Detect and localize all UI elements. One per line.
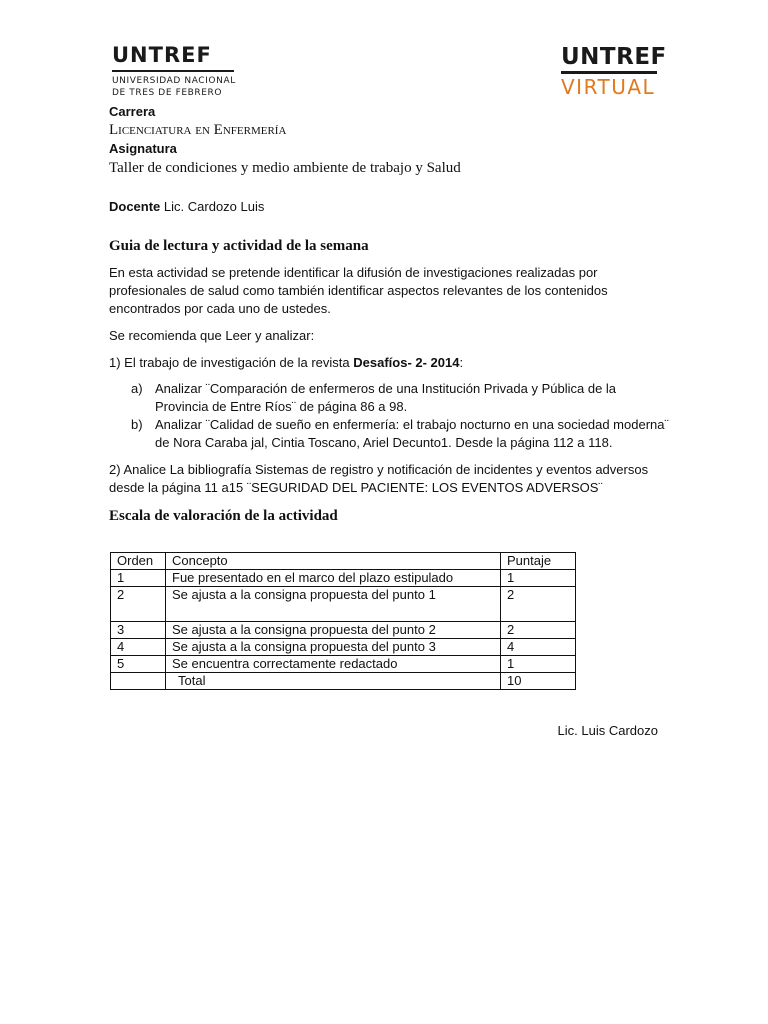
- untref-logo: [112, 44, 236, 99]
- logo-rule: [112, 70, 234, 72]
- carrera-value: Licenciatura en Enfermería: [109, 122, 287, 138]
- table-cell: Se ajusta a la consigna propuesta del punto 2: [166, 622, 501, 639]
- list-item: [109, 380, 669, 416]
- table-cell: 2: [111, 587, 166, 622]
- guide-item-2: 2) Analice La bibliografía Sistemas de registro y notificación de incidentes y eventos adversos desde la página 11 a15 ¨SEGURIDAD DEL PACIENTE: LOS EVENTOS ADVERSOS¨: [109, 462, 649, 495]
- guide-item-1-prefix: 1) El trabajo de investigación de la revista: [109, 355, 354, 370]
- asignatura-value: Taller de condiciones y medio ambiente de trabajo y Salud: [109, 160, 461, 176]
- untref-virtual-logo: [561, 44, 667, 99]
- table-cell: Se ajusta a la consigna propuesta del punto 3: [166, 639, 501, 656]
- list-marker: b): [131, 417, 143, 432]
- table-row: [111, 622, 576, 639]
- table-cell: 4: [501, 639, 576, 656]
- logo-virtual-rule: [561, 71, 657, 74]
- table-header-cell: Orden: [111, 553, 166, 570]
- guide-item-1: [109, 354, 669, 372]
- list-item-text: Analizar ¨Calidad de sueño en enfermería: el trabajo nocturno en una sociedad moderna¨ de Nora Caraba jal, Cintia Toscano, Ariel Decunto1. Desde la página 112 a 118.: [155, 417, 669, 450]
- scale-table: [110, 552, 576, 690]
- guide-subitems: [109, 380, 669, 452]
- table-cell: 1: [501, 570, 576, 587]
- guide-intro: En esta actividad se pretende identificar la difusión de investigaciones realizadas por profesionales de salud como también identificar aspectos relevantes de los contenidos encontrados por cada uno de ustedes.: [109, 265, 608, 316]
- docente-label: Docente: [109, 199, 161, 214]
- guide-item-1-suffix: :: [459, 355, 464, 370]
- table-total-label: [166, 673, 501, 690]
- total-label: Total: [178, 673, 206, 688]
- signature: Lic. Luis Cardozo: [557, 723, 658, 738]
- table-row: [111, 656, 576, 673]
- document-body: [109, 103, 669, 526]
- table-header-row: [111, 553, 576, 570]
- table-header-cell: Concepto: [166, 553, 501, 570]
- table-row: [111, 587, 576, 622]
- logo-brand: UNTREF: [112, 43, 212, 67]
- docente-value: Lic. Cardozo Luis: [163, 199, 265, 214]
- table-cell: 3: [111, 622, 166, 639]
- table-cell: 5: [111, 656, 166, 673]
- table-total-value: 10: [501, 673, 576, 690]
- guide-title: Guia de lectura y actividad de la semana: [109, 238, 369, 254]
- table-total-row: [111, 673, 576, 690]
- logo-virtual-brand: UNTREF: [561, 44, 667, 70]
- table-header-cell: Puntaje: [501, 553, 576, 570]
- table-cell: 1: [111, 570, 166, 587]
- table-cell: [111, 673, 166, 690]
- logo-line-1: UNIVERSIDAD NACIONAL: [112, 76, 236, 86]
- logo-virtual-sub: VIRTUAL: [561, 75, 656, 99]
- table-row: [111, 570, 576, 587]
- list-marker: a): [131, 381, 143, 396]
- table-cell: 2: [501, 587, 576, 622]
- table-cell: 1: [501, 656, 576, 673]
- list-item: [109, 416, 669, 452]
- docente-line: [109, 198, 669, 216]
- table-cell: Se encuentra correctamente redactado: [166, 656, 501, 673]
- table-cell: 4: [111, 639, 166, 656]
- scale-title: Escala de valoración de la actividad: [109, 508, 338, 524]
- table-row: [111, 639, 576, 656]
- carrera-label: Carrera: [109, 104, 156, 119]
- guide-recommend: Se recomienda que Leer y analizar:: [109, 328, 315, 343]
- logo-line-2: DE TRES DE FEBRERO: [112, 88, 223, 98]
- asignatura-label: Asignatura: [109, 141, 177, 156]
- table-cell: Fue presentado en el marco del plazo estipulado: [166, 570, 501, 587]
- table-cell: 2: [501, 622, 576, 639]
- guide-item-1-source: Desafíos- 2- 2014: [353, 355, 460, 370]
- table-cell: Se ajusta a la consigna propuesta del punto 1: [166, 587, 501, 622]
- list-item-text: Analizar ¨Comparación de enfermeros de una Institución Privada y Pública de la Provincia de Entre Ríos¨ de página 86 a 98.: [155, 381, 617, 414]
